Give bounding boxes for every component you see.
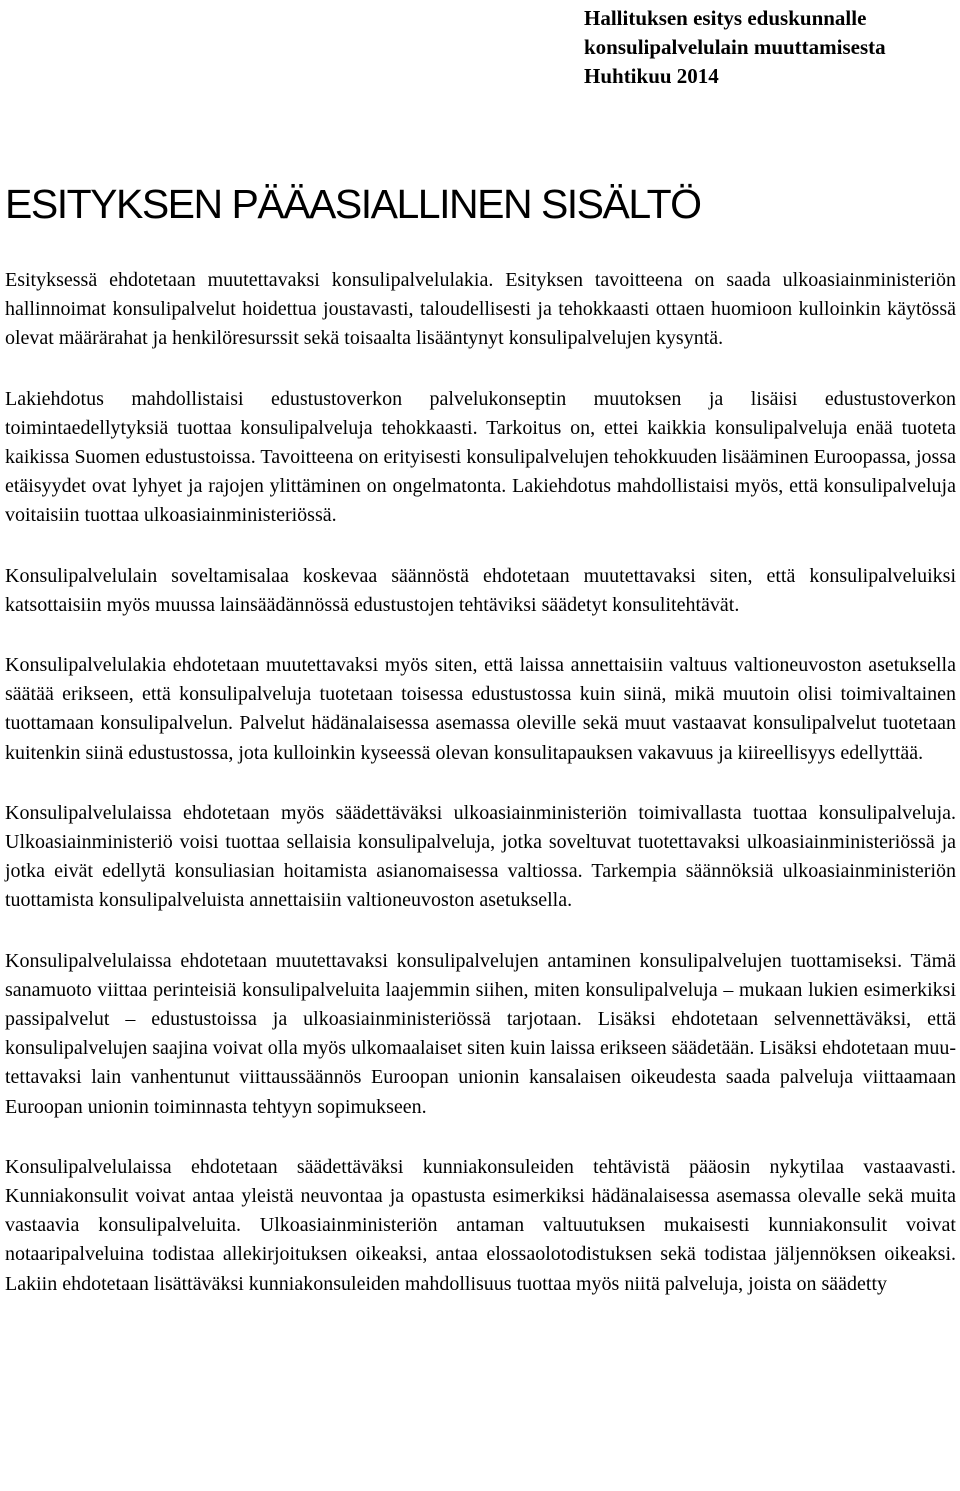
document-body (5, 266, 956, 1330)
body-paragraph: Konsulipalvelulaissa ehdotetaan muutettavaksi konsulipalvelujen antaminen konsulipalvelujen tuottamiseksi. Tämä sanamuoto viittaa perinteisiä konsulipalveluita laajemmin siihen, miten konsulipalveluja – mukaan lukien esimerkiksi passipalvelut – edustustoissa ja ulkoasiainministeriössä tarjotaan. Lisäksi ehdotetaan selvennettäväksi, että konsulipalvelujen saajina voivat olla myös ulkomaalaiset siten kuin laissa erikseen säädetään. Lisäksi ehdotetaan muutettavaksi lain vanhentunut viittaussäännös Euroopan unionin kansalaisen oikeudesta saada palveluja viittaamaan Euroopan unionin toiminnasta tehtyyn sopimukseen. (5, 949, 956, 1118)
header-line-government-proposal: Hallituksen esitys eduskunnalle (584, 6, 867, 30)
body-paragraph: Esityksessä ehdotetaan muutettavaksi konsulipalvelulakia. Esityksen tavoitteena on saada ulkoasiainministeriön hallinnoimat konsulipalvelut hoidettua joustavasti, taloudellisesti ja tehokkaasti ottaen huomioon kulloinkin käytössä olevat määrärahat ja henkilöresurssit sekä toisaalta lisääntynyt konsulipalvelujen kysyntä. (5, 269, 956, 350)
body-paragraph: Konsulipalvelulakia ehdotetaan muutettavaksi myös siten, että laissa annettaisiin valtuus valtioneuvoston asetuksella säätää erikseen, että konsulipalveluja tuotetaan toisessa edustustossa kuin siinä, mikä muutoin olisi toimivaltainen tuottamaan konsulipalvelun. Palvelut hädänalaisessa asemassa oleville sekä muut vastaavat konsulipalvelut tuotetaan kuitenkin siinä edustustossa, jota kulloinkin kyseessä olevan konsulitapauksen vakavuus ja kiireellisyys edellyttää. (5, 654, 956, 764)
document-header (584, 4, 954, 91)
body-paragraph: Konsulipalvelulaissa ehdotetaan myös säädettäväksi ulkoasiainministeriön toimivallasta tuottaa konsulipalveluja. Ulkoasiainministeriö voisi tuottaa sellaisia konsulipalveluja, jotka soveltuvat tuotettavaksi ulkoasiainministeriössä ja jotka eivät edellytä konsuliasian hoitamista asianomaisessa valtiossa. Tarkempia säännöksiä ulkoasiainministeriön tuottamista konsulipalveluista annettaisiin valtioneuvoston asetuksella. (5, 801, 956, 912)
header-line-law-name: konsulipalvelulain muuttamisesta (584, 35, 886, 59)
body-paragraph: Lakiehdotus mahdollistaisi edustustoverkon palvelukonseptin muutoksen ja lisäisi edustustoverkon toimintaedellytyksiä tuottaa konsulipalveluja tehokkaasti. Tarkoitus on, ettei kaikkia konsulipalveluja enää tuoteta kaikissa Suomen edustustoissa. Tavoitteena on erityisesti konsulipalvelujen tehokkuuden lisääminen Euroopassa, jossa etäisyydet ovat lyhyet ja rajojen ylittäminen on ongelmatonta. Lakiehdotus mahdollistaisi myös, että konsulipalveluja voitaisiin tuottaa ulkoasiainministeriössä. (5, 387, 956, 527)
body-paragraph: Konsulipalvelulain soveltamisalaa koskevaa säännöstä ehdotetaan muutettavaksi siten, että konsulipalveluiksi katsottaisiin myös muussa lainsäädännössä edustustojen tehtäviksi säädetyt konsulitehtävät. (5, 564, 956, 616)
page-title: ESITYKSEN PÄÄASIALLINEN SISÄLTÖ (5, 181, 701, 227)
body-paragraph: Konsulipalvelulaissa ehdotetaan säädettäväksi kunniakonsuleiden tehtävistä pääosin nykytilaa vastaavasti. Kunniakonsulit voivat antaa yleistä neuvontaa ja opastusta esimerkiksi hädänalaisessa asemassa olevalle sekä muita vastaavia konsulipalveluita. Ulkoasiainministeriön antaman valtuutuksen mukaisesti kunniakonsulit voivat notaaripalveluina todistaa allekirjoituksen oikeaksi, antaa elossaolotodistuksen sekä todistaa jäljennöksen oikeaksi. Lakiin ehdotetaan lisättäväksi kunniakonsuleiden mahdollisuus tuottaa myös niitä palveluja, joista on säädetty (5, 1155, 956, 1295)
header-line-date: Huhtikuu 2014 (584, 64, 719, 88)
